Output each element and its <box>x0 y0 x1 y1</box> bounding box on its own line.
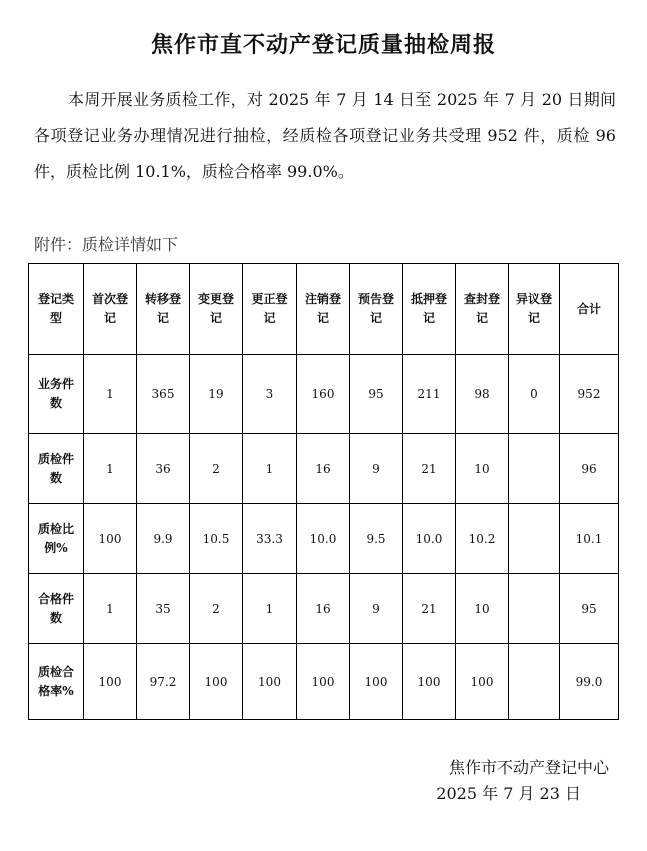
header-cell: 登记类型 <box>29 264 84 355</box>
table-cell: 2 <box>190 574 243 644</box>
table-cell <box>509 434 560 504</box>
table-cell: 100 <box>243 644 297 720</box>
header-cell: 更正登记 <box>243 264 297 355</box>
table-cell: 10.0 <box>403 504 456 574</box>
table-cell: 10.0 <box>297 504 350 574</box>
table-row <box>29 644 619 720</box>
table-cell: 2 <box>190 434 243 504</box>
row-label: 合格件数 <box>29 574 84 644</box>
table-cell: 10.5 <box>190 504 243 574</box>
table-cell: 100 <box>84 504 137 574</box>
table-cell: 100 <box>190 644 243 720</box>
table-cell: 9 <box>350 434 403 504</box>
table-cell: 9.5 <box>350 504 403 574</box>
table-cell: 1 <box>243 434 297 504</box>
row-label: 质检比例% <box>29 504 84 574</box>
table-cell: 1 <box>84 574 137 644</box>
table-cell: 3 <box>243 355 297 434</box>
table-cell: 952 <box>560 355 619 434</box>
intro-paragraph: 本周开展业务质检工作，对 2025 年 7 月 14 日至 2025 年 7 月 20 日期间各项登记业务办理情况进行抽检，经质检各项登记业务共受理 952 件，质检 96 件，质检比例 10.1%，质检合格率 99.0%。 <box>34 90 616 181</box>
table-cell <box>509 504 560 574</box>
issuing-organization: 焦作市不动产登记中心 <box>448 758 609 777</box>
table-cell: 211 <box>403 355 456 434</box>
header-cell: 查封登记 <box>456 264 509 355</box>
header-cell: 异议登记 <box>509 264 560 355</box>
quality-check-table <box>28 263 619 720</box>
table-cell: 21 <box>403 434 456 504</box>
table-cell: 98 <box>456 355 509 434</box>
table-row <box>29 434 619 504</box>
table-cell: 10 <box>456 574 509 644</box>
header-cell: 首次登记 <box>84 264 137 355</box>
table-cell: 21 <box>403 574 456 644</box>
table-cell: 100 <box>403 644 456 720</box>
table-cell: 100 <box>456 644 509 720</box>
table-cell <box>509 574 560 644</box>
header-cell: 预告登记 <box>350 264 403 355</box>
table-cell: 97.2 <box>137 644 190 720</box>
table-row <box>29 574 619 644</box>
table-cell: 1 <box>243 574 297 644</box>
table-cell: 365 <box>137 355 190 434</box>
table-cell: 35 <box>137 574 190 644</box>
table-cell: 10.1 <box>560 504 619 574</box>
row-label: 质检件数 <box>29 434 84 504</box>
table-cell: 100 <box>297 644 350 720</box>
header-cell: 注销登记 <box>297 264 350 355</box>
table-cell: 1 <box>84 434 137 504</box>
table-cell: 0 <box>509 355 560 434</box>
table-cell: 1 <box>84 355 137 434</box>
attachment-label: 附件：质检详情如下 <box>34 235 179 254</box>
table-cell: 95 <box>350 355 403 434</box>
table-cell: 9.9 <box>137 504 190 574</box>
header-cell: 抵押登记 <box>403 264 456 355</box>
header-cell: 合计 <box>560 264 619 355</box>
table-cell: 10.2 <box>456 504 509 574</box>
table-cell: 9 <box>350 574 403 644</box>
table-cell <box>509 644 560 720</box>
table-cell: 100 <box>350 644 403 720</box>
header-cell: 转移登记 <box>137 264 190 355</box>
header-row <box>29 264 619 355</box>
table-cell: 10 <box>456 434 509 504</box>
table-cell: 160 <box>297 355 350 434</box>
table-row <box>29 504 619 574</box>
table-cell: 96 <box>560 434 619 504</box>
table-cell: 16 <box>297 434 350 504</box>
signature-block <box>436 755 609 807</box>
table-cell: 36 <box>137 434 190 504</box>
issue-date: 2025 年 7 月 23 日 <box>436 784 581 803</box>
table-cell: 99.0 <box>560 644 619 720</box>
table-cell: 33.3 <box>243 504 297 574</box>
table-row <box>29 355 619 434</box>
report-title: 焦作市直不动产登记质量抽检周报 <box>150 32 496 58</box>
row-label: 质检合格率% <box>29 644 84 720</box>
row-label: 业务件数 <box>29 355 84 434</box>
table-cell: 100 <box>84 644 137 720</box>
table-cell: 19 <box>190 355 243 434</box>
header-cell: 变更登记 <box>190 264 243 355</box>
table-cell: 95 <box>560 574 619 644</box>
table-cell: 16 <box>297 574 350 644</box>
